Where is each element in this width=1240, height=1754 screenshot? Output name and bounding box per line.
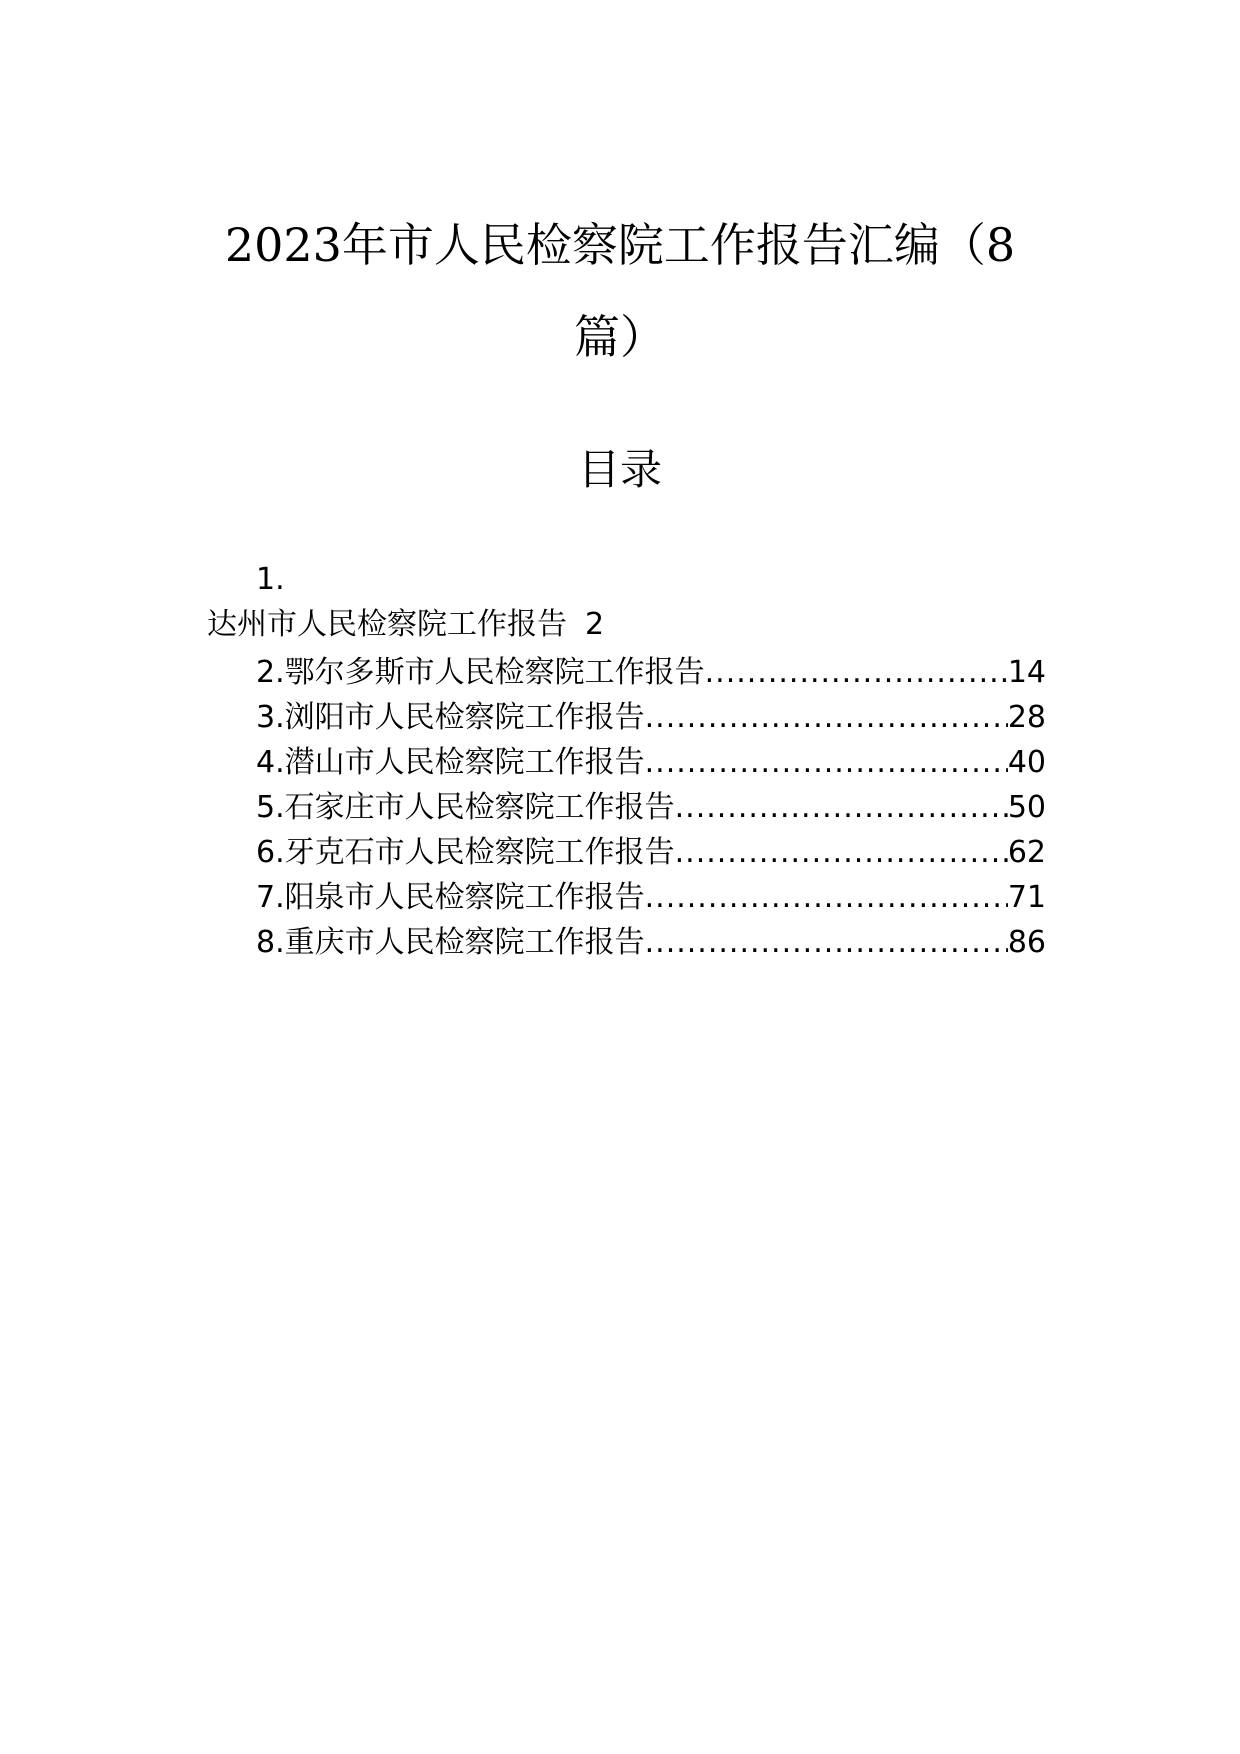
toc-dot-leader [645,875,1008,920]
toc-dot-leader [645,695,1008,740]
toc-entry-page: 50 [1007,790,1046,825]
toc-entry-label: 4.潜山市人民检察院工作报告 [256,745,645,780]
title-text: 年市人民检察院工作报告汇编（ [341,218,986,272]
toc-entry-1-number: 1. [256,562,285,597]
toc-dot-leader [705,650,1008,695]
title-count: 8 [985,218,1016,272]
toc-list [256,650,1046,965]
toc-entry-page: 86 [1007,925,1046,960]
toc-entry-page: 40 [1007,745,1046,780]
toc-entry-page: 28 [1007,700,1046,735]
document-title [200,215,1040,275]
toc-entry-label: 6.牙克石市人民检察院工作报告 [256,835,675,870]
toc-entry-5[interactable] [256,785,1046,830]
toc-entry-1[interactable] [207,605,604,645]
document-title-continuation: 篇） [574,310,666,364]
toc-dot-leader [675,785,1008,830]
toc-entry-label: 7.阳泉市人民检察院工作报告 [256,880,645,915]
toc-entry-2[interactable] [256,650,1046,695]
toc-entry-label: 5.石家庄市人民检察院工作报告 [256,790,675,825]
toc-entry-label: 8.重庆市人民检察院工作报告 [256,925,645,960]
toc-dot-leader [645,740,1008,785]
toc-entry-8[interactable] [256,920,1046,965]
toc-entry-page: 14 [1007,655,1046,690]
toc-entry-label: 3.浏阳市人民检察院工作报告 [256,700,645,735]
toc-entry-label: 2.鄂尔多斯市人民检察院工作报告 [256,655,705,690]
toc-entry-6[interactable] [256,830,1046,875]
toc-entry-4[interactable] [256,740,1046,785]
toc-dot-leader [645,920,1008,965]
toc-entry-1-title: 达州市人民检察院工作报告 [207,607,567,642]
title-year: 2023 [224,218,342,272]
toc-entry-page: 62 [1007,835,1046,870]
toc-entry-7[interactable] [256,875,1046,920]
toc-entry-3[interactable] [256,695,1046,740]
toc-entry-page: 71 [1007,880,1046,915]
toc-entry-1-page: 2 [585,607,605,642]
toc-dot-leader [675,830,1008,875]
toc-heading: 目录 [577,445,662,494]
